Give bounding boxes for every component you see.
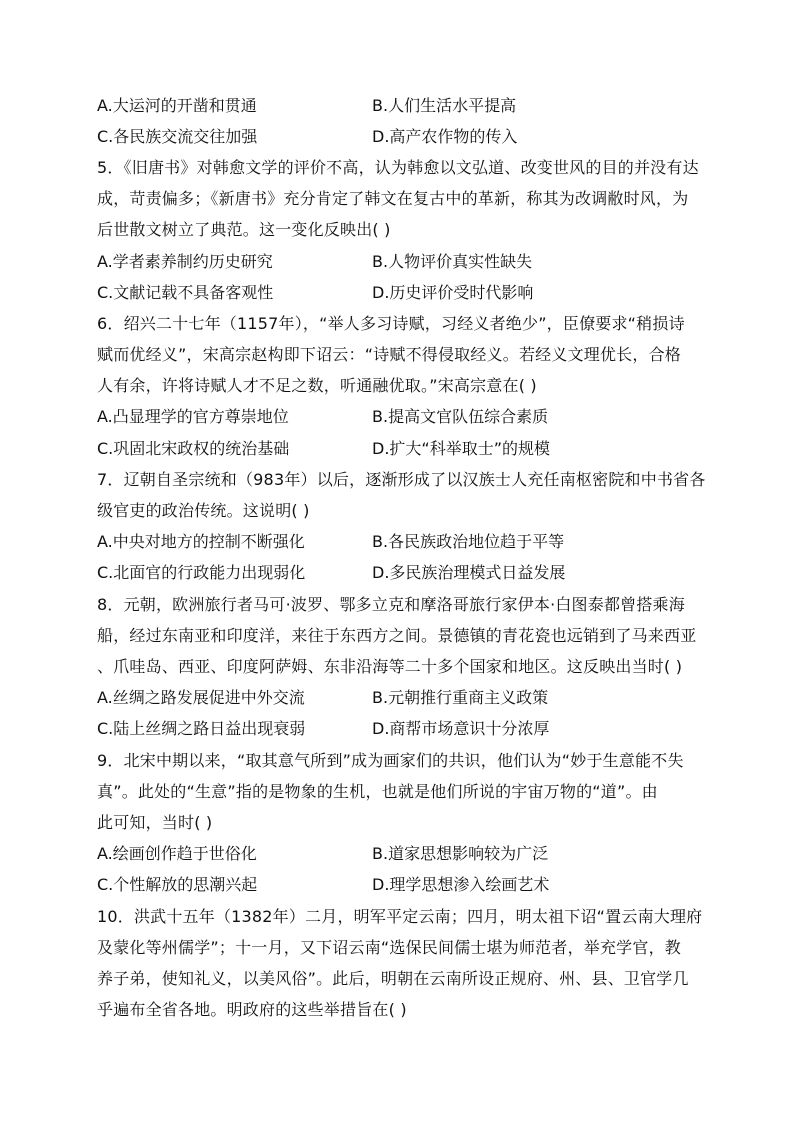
q6-option-b: B.提高文官队伍综合素质 [372, 407, 549, 426]
q6-option-a: A.凸显理学的官方尊崇地位 [97, 407, 289, 426]
q4-option-d: D.高产农作物的传入 [372, 127, 518, 146]
q9-option-c: C.个性解放的思潮兴起 [97, 875, 258, 894]
q7-option-c: C.北面官的行政能力出现弱化 [97, 563, 306, 582]
q9-stem-line-3: 此可知，当时( ) [97, 813, 213, 832]
q10-stem-line-1: 10．洪武十五年（1382年）二月，明军平定云南；四月，明太祖下诏“置云南大理府 [97, 907, 703, 926]
q7-stem-line-2: 级官吏的政治传统。这说明( ) [97, 501, 310, 520]
q9-option-a: A.绘画创作趋于世俗化 [97, 844, 257, 863]
q8-option-b: B.元朝推行重商主义政策 [372, 688, 549, 707]
q6-stem-line-1: 6．绍兴二十七年（1157年），“举人多习诗赋，习经义者绝少”，臣僚要求“稍损诗 [97, 314, 685, 333]
q5-stem-line-2: 成，苛责偏多；《新唐书》充分肯定了韩文在复古中的革新，称其为改调敝时风，为 [97, 189, 689, 208]
q5-option-b: B.人物评价真实性缺失 [372, 252, 533, 271]
q7-option-b: B.各民族政治地位趋于平等 [372, 532, 565, 551]
q8-option-d: D.商帮市场意识十分浓厚 [372, 719, 550, 738]
q9-option-d: D.理学思想渗入绘画艺术 [372, 875, 550, 894]
q5-option-d: D.历史评价受时代影响 [372, 283, 534, 302]
q6-option-d: D.扩大“科举取士”的规模 [372, 439, 550, 458]
q9-option-b: B.道家思想影响较为广泛 [372, 844, 549, 863]
q8-stem-line-3: 、爪哇岛、西亚、印度阿萨姆、东非沿海等二十多个国家和地区。这反映出当时( ) [97, 657, 683, 676]
q7-stem-line-1: 7．辽朝自圣宗统和（983年）以后，逐渐形成了以汉族士人充任南枢密院和中书省各 [97, 470, 706, 489]
q7-option-d: D.多民族治理模式日益发展 [372, 563, 566, 582]
q8-option-c: C.陆上丝绸之路日益出现衰弱 [97, 719, 306, 738]
q10-stem-line-3: 养子弟，使知礼义，以美风俗”。此后，明朝在云南所设正规府、州、县、卫官学几 [97, 969, 689, 988]
q9-stem-line-2: 真”。此处的“生意”指的是物象的生机，也就是他们所说的宇宙万物的“道”。由 [97, 782, 658, 801]
q6-stem-line-3: 人有余，许将诗赋人才不足之数，听通融优取。”宋高宗意在( ) [97, 376, 537, 395]
q10-stem-line-4: 乎遍布全省各地。明政府的这些举措旨在( ) [97, 1000, 407, 1019]
q6-stem-line-2: 赋而优经义”，宋高宗赵构即下诏云：“诗赋不得侵取经义。若经义文理优长，合格 [97, 345, 681, 364]
q4-option-c: C.各民族交流交往加强 [97, 127, 258, 146]
q8-option-a: A.丝绸之路发展促进中外交流 [97, 688, 305, 707]
q4-option-b: B.人们生活水平提高 [372, 96, 517, 115]
q8-stem-line-2: 船，经过东南亚和印度洋，来往于东西方之间。景德镇的青花瓷也远销到了马来西亚 [97, 626, 697, 645]
q8-stem-line-1: 8．元朝，欧洲旅行者马可·波罗、鄂多立克和摩洛哥旅行家伊本·白图泰都曾搭乘海 [97, 595, 685, 614]
q10-stem-line-2: 及蒙化等州儒学”；十一月，又下诏云南“选保民间儒士堪为师范者，举充学官，教 [97, 938, 681, 957]
q7-option-a: A.中央对地方的控制不断强化 [97, 532, 305, 551]
q5-option-a: A.学者素养制约历史研究 [97, 252, 273, 271]
q5-stem-line-3: 后世散文树立了典范。这一变化反映出( ) [97, 220, 391, 239]
q5-option-c: C.文献记载不具备客观性 [97, 283, 274, 302]
q5-stem-line-1: 5．《旧唐书》对韩愈文学的评价不高，认为韩愈以文弘道、改变世风的目的并没有达 [97, 158, 699, 177]
q9-stem-line-1: 9．北宋中期以来，“取其意气所到”成为画家们的共识，他们认为“妙于生意能不失 [97, 751, 684, 770]
q6-option-c: C.巩固北宋政权的统治基础 [97, 439, 290, 458]
q4-option-a: A.大运河的开凿和贯通 [97, 96, 257, 115]
